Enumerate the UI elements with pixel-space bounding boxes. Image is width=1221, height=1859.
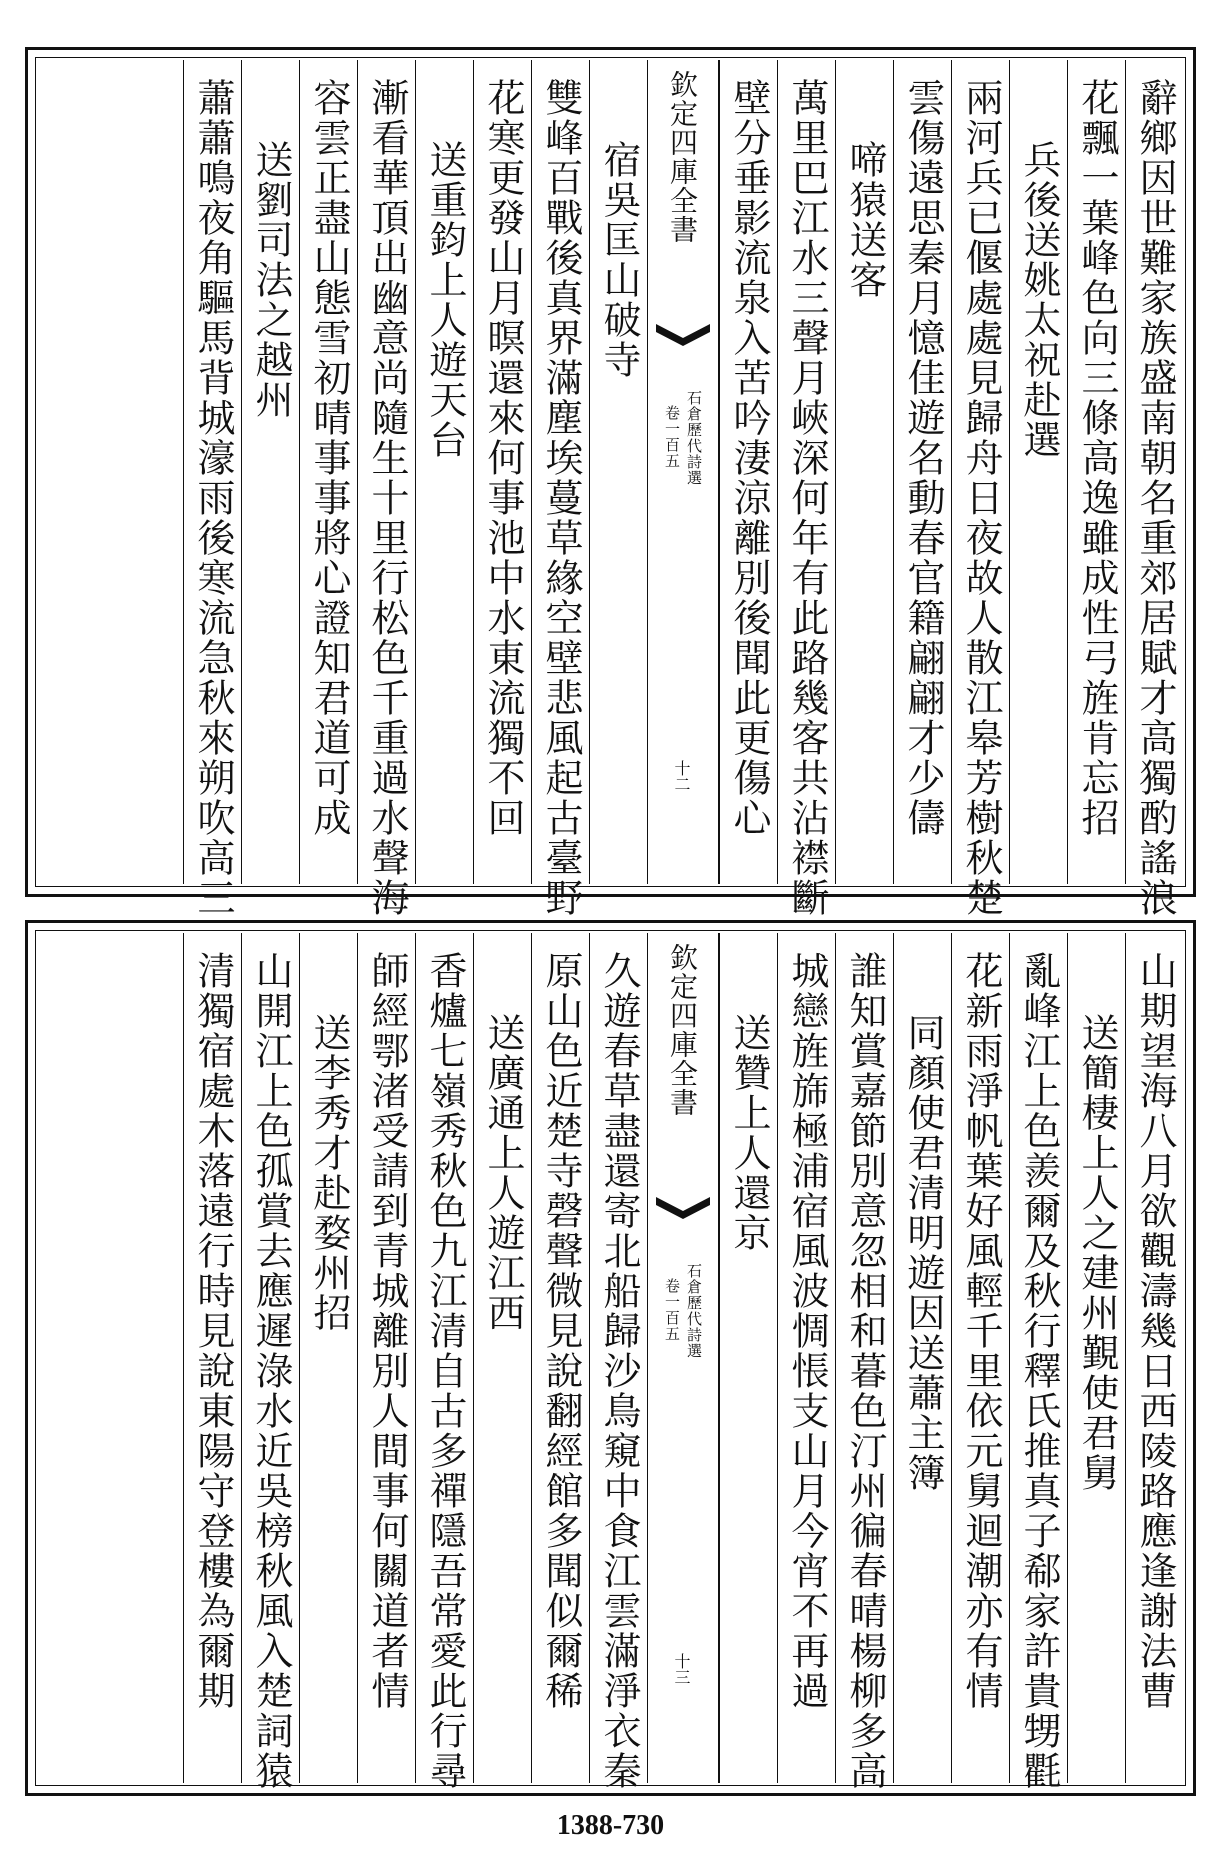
page-reference-number: 1388-730 xyxy=(556,1810,665,1841)
collection-title: 石倉歷代詩選 xyxy=(685,1263,703,1359)
poem-title-column: 送贊上人還京 xyxy=(719,933,777,1783)
text-column: 香爐七嶺秀秋色九江清自古多禪隱吾常愛此行尋 xyxy=(415,933,473,1783)
folio-number: 十三 xyxy=(672,1653,691,1685)
poem-title-column: 兵後送姚太祝赴選 xyxy=(1009,60,1067,884)
text-column: 壁分垂影流泉入苦吟淒涼離別後聞此更傷心 xyxy=(719,60,777,884)
poem-title-column: 送廣通上人遊江西 xyxy=(473,933,531,1783)
text-column: 城戀旌旆極浦宿風波惆悵支山月今宵不再過 xyxy=(777,933,835,1783)
text-column: 花寒更發山月暝還來何事池中水東流獨不回 xyxy=(473,60,531,884)
poem-title-column: 啼猿送客 xyxy=(835,60,893,884)
text-column: 山期望海八月欲觀濤幾日西陵路應逢謝法曹 xyxy=(1125,933,1183,1783)
fish-tail-mark-icon xyxy=(654,1195,712,1221)
text-column: 蕭蕭鳴夜角驅馬背城濠雨後寒流急秋來朔吹高三 xyxy=(183,60,241,884)
poem-title-column: 宿吳匡山破寺 xyxy=(589,60,647,884)
poem-title-column: 送劉司法之越州 xyxy=(241,60,299,884)
text-column: 山開江上色孤賞去應遲淥水近吳榜秋風入楚詞猿 xyxy=(241,933,299,1783)
collection-title: 石倉歷代詩選 xyxy=(685,390,703,486)
text-column: 師經鄂渚受請到青城離別人間事何關道者情 xyxy=(357,933,415,1783)
volume-label: 卷一百五 xyxy=(663,405,681,469)
book-title: 欽定四庫全書 xyxy=(666,943,699,1117)
top-page xyxy=(25,47,1196,918)
poem-title-column: 同顏使君清明遊因送蕭主簿 xyxy=(893,933,951,1783)
volume-label: 卷一百五 xyxy=(663,1278,681,1342)
text-column: 萬里巴江水三聲月峽深何年有此路幾客共沾襟斷 xyxy=(777,60,835,884)
text-column: 久遊春草盡還寄北船歸沙鳥窺中食江雲滿淨衣秦 xyxy=(589,933,647,1783)
text-column: 原山色近楚寺磬聲微見說翻經館多聞似爾稀 xyxy=(531,933,589,1783)
book-title: 欽定四庫全書 xyxy=(666,70,699,244)
top-page-body xyxy=(38,60,1183,918)
folio-number: 十二 xyxy=(672,760,691,792)
text-column: 辭鄉因世難家族盛南朝名重郊居賦才高獨酌謠浪 xyxy=(1125,60,1183,884)
text-column: 花新雨淨帆葉好風輕千里依元舅迴潮亦有情 xyxy=(951,933,1009,1783)
bottom-page-body xyxy=(38,933,1183,1791)
poem-title-column: 送重鈞上人遊天台 xyxy=(415,60,473,884)
text-column: 容雲正盡山態雪初晴事事將心證知君道可成 xyxy=(299,60,357,884)
text-column: 雲傷遠思秦月憶佳遊名動春官籍翩翩才少儔 xyxy=(893,60,951,884)
center-spine xyxy=(647,60,719,884)
poem-title-column: 送李秀才赴婺州招 xyxy=(299,933,357,1783)
text-column: 雙峰百戰後真界滿塵埃蔓草緣空壁悲風起古臺野 xyxy=(531,60,589,884)
center-spine xyxy=(647,933,719,1783)
text-column: 清獨宿處木落遠行時見說東陽守登樓為爾期 xyxy=(183,933,241,1783)
text-column: 漸看華頂出幽意尚隨生十里行松色千重過水聲海 xyxy=(357,60,415,884)
text-column: 誰知賞嘉節別意忽相和暮色汀州徧春晴楊柳多高 xyxy=(835,933,893,1783)
bottom-page xyxy=(25,920,1196,1796)
poem-title-column: 送簡棲上人之建州覲使君舅 xyxy=(1067,933,1125,1783)
text-column: 花飄一葉峰色向三條高逸雖成性弓旌肯忘招 xyxy=(1067,60,1125,884)
fish-tail-mark-icon xyxy=(654,322,712,348)
text-column: 亂峰江上色羨爾及秋行釋氏推真子郗家許貴甥氍 xyxy=(1009,933,1067,1783)
text-column: 兩河兵已偃處處見歸舟日夜故人散江皋芳樹秋楚 xyxy=(951,60,1009,884)
